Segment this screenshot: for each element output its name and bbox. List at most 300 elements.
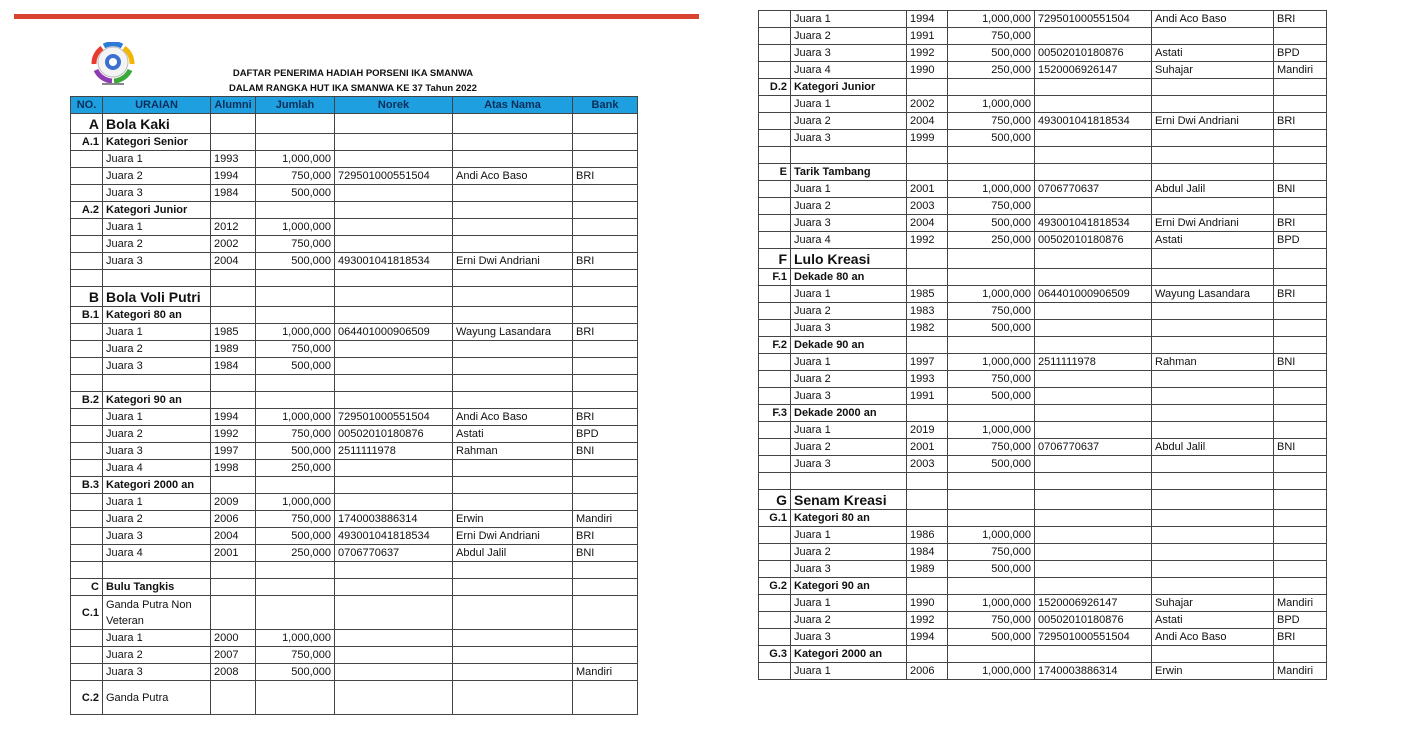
- alumni-cell: [211, 307, 256, 324]
- alumni-cell: 1994: [211, 168, 256, 185]
- alumni-cell: [907, 249, 948, 269]
- jumlah-cell: 750,000: [256, 426, 335, 443]
- bank-cell: BNI: [1274, 439, 1327, 456]
- bank-cell: BRI: [1274, 215, 1327, 232]
- uraian-cell: Juara 2: [791, 612, 907, 629]
- bank-cell: BNI: [1274, 181, 1327, 198]
- alumni-cell: 1994: [907, 629, 948, 646]
- table-row: [759, 215, 1327, 232]
- atas-nama-cell: [1152, 130, 1274, 147]
- category-row: [71, 596, 638, 630]
- atas-nama-cell: [1152, 456, 1274, 473]
- no-cell: [759, 286, 791, 303]
- bank-cell: [573, 151, 638, 168]
- atas-nama-cell: [1152, 473, 1274, 490]
- alumni-cell: 1997: [907, 354, 948, 371]
- table-row: [759, 388, 1327, 405]
- uraian-cell: [103, 270, 211, 287]
- no-cell: [71, 358, 103, 375]
- jumlah-cell: [256, 392, 335, 409]
- uraian-cell: Bola Voli Putri: [103, 287, 211, 307]
- bank-cell: [1274, 28, 1327, 45]
- table-row: [759, 96, 1327, 113]
- atas-nama-cell: [453, 647, 573, 664]
- no-cell: [759, 113, 791, 130]
- atas-nama-cell: Andi Aco Baso: [453, 168, 573, 185]
- uraian-cell: Juara 1: [791, 181, 907, 198]
- alumni-cell: [907, 578, 948, 595]
- no-cell: F: [759, 249, 791, 269]
- atas-nama-cell: Erni Dwi Andriani: [1152, 113, 1274, 130]
- jumlah-cell: [256, 202, 335, 219]
- no-cell: [759, 62, 791, 79]
- document-title: DAFTAR PENERIMA HADIAH PORSENI IKA SMANWA: [232, 68, 474, 79]
- norek-cell: [1035, 96, 1152, 113]
- uraian-cell: Juara 4: [791, 232, 907, 249]
- uraian-cell: Juara 2: [791, 28, 907, 45]
- bank-cell: [1274, 249, 1327, 269]
- category-row: [71, 477, 638, 494]
- alumni-cell: 1990: [907, 62, 948, 79]
- no-cell: F.2: [759, 337, 791, 354]
- norek-cell: 0706770637: [1035, 181, 1152, 198]
- atas-nama-cell: [453, 358, 573, 375]
- table-row: [71, 151, 638, 168]
- jumlah-cell: [948, 490, 1035, 510]
- no-cell: B.2: [71, 392, 103, 409]
- no-cell: B.3: [71, 477, 103, 494]
- norek-cell: [1035, 456, 1152, 473]
- no-cell: A.1: [71, 134, 103, 151]
- norek-cell: 0706770637: [1035, 439, 1152, 456]
- alumni-cell: 1982: [907, 320, 948, 337]
- alumni-cell: 1989: [211, 341, 256, 358]
- bank-cell: [573, 375, 638, 392]
- bank-cell: BRI: [1274, 113, 1327, 130]
- alumni-cell: [211, 392, 256, 409]
- norek-cell: [1035, 337, 1152, 354]
- uraian-cell: [791, 147, 907, 164]
- alumni-cell: 2006: [907, 663, 948, 680]
- no-cell: A: [71, 114, 103, 134]
- alumni-cell: [211, 114, 256, 134]
- jumlah-cell: 250,000: [256, 545, 335, 562]
- norek-cell: 2511111978: [335, 443, 453, 460]
- norek-cell: 729501000551504: [335, 168, 453, 185]
- atas-nama-cell: [453, 151, 573, 168]
- norek-cell: 493001041818534: [1035, 215, 1152, 232]
- atas-nama-cell: [453, 341, 573, 358]
- table-row: [71, 185, 638, 202]
- table-header-row: [71, 97, 638, 114]
- bank-cell: [573, 134, 638, 151]
- norek-cell: [1035, 147, 1152, 164]
- alumni-cell: 2000: [211, 630, 256, 647]
- norek-cell: [335, 596, 453, 630]
- category-row: [71, 134, 638, 151]
- norek-cell: 2511111978: [1035, 354, 1152, 371]
- atas-nama-cell: [1152, 320, 1274, 337]
- table-row: [759, 232, 1327, 249]
- bank-cell: [1274, 164, 1327, 181]
- atas-nama-cell: [453, 477, 573, 494]
- table-row: [71, 324, 638, 341]
- norek-cell: 493001041818534: [335, 528, 453, 545]
- table-row: [71, 443, 638, 460]
- atas-nama-cell: Abdul Jalil: [453, 545, 573, 562]
- atas-nama-cell: [1152, 510, 1274, 527]
- jumlah-cell: [256, 477, 335, 494]
- jumlah-cell: 1,000,000: [948, 354, 1035, 371]
- norek-cell: [1035, 249, 1152, 269]
- atas-nama-cell: [1152, 79, 1274, 96]
- atas-nama-cell: [453, 270, 573, 287]
- uraian-cell: Juara 1: [103, 630, 211, 647]
- bank-cell: [573, 681, 638, 715]
- atas-nama-cell: Wayung Lasandara: [453, 324, 573, 341]
- category-row: [759, 646, 1327, 663]
- category-row: [71, 287, 638, 307]
- jumlah-cell: 1,000,000: [948, 181, 1035, 198]
- jumlah-cell: 250,000: [948, 62, 1035, 79]
- table-row: [759, 629, 1327, 646]
- jumlah-cell: 500,000: [256, 443, 335, 460]
- table-row: [759, 113, 1327, 130]
- atas-nama-cell: [453, 134, 573, 151]
- uraian-cell: Juara 1: [791, 354, 907, 371]
- atas-nama-cell: [453, 114, 573, 134]
- alumni-cell: 1985: [211, 324, 256, 341]
- uraian-cell: Kategori Junior: [103, 202, 211, 219]
- alumni-cell: [907, 164, 948, 181]
- uraian-cell: Dekade 2000 an: [791, 405, 907, 422]
- no-cell: [71, 324, 103, 341]
- col-header-atas-nama: Atas Nama: [453, 97, 573, 114]
- bank-cell: [573, 287, 638, 307]
- uraian-cell: Dekade 90 an: [791, 337, 907, 354]
- no-cell: [759, 595, 791, 612]
- norek-cell: 064401000906509: [335, 324, 453, 341]
- uraian-cell: Juara 1: [791, 663, 907, 680]
- no-cell: [71, 494, 103, 511]
- norek-cell: 1520006926147: [1035, 595, 1152, 612]
- atas-nama-cell: Erni Dwi Andriani: [1152, 215, 1274, 232]
- jumlah-cell: [256, 579, 335, 596]
- alumni-cell: 1984: [907, 544, 948, 561]
- table-row: [759, 527, 1327, 544]
- uraian-cell: [103, 375, 211, 392]
- jumlah-cell: 500,000: [256, 528, 335, 545]
- alumni-cell: [907, 269, 948, 286]
- uraian-cell: Senam Kreasi: [791, 490, 907, 510]
- alumni-cell: [211, 579, 256, 596]
- right-prize-table: [758, 10, 1327, 680]
- atas-nama-cell: Rahman: [453, 443, 573, 460]
- uraian-cell: Juara 3: [103, 664, 211, 681]
- bank-cell: [573, 494, 638, 511]
- uraian-cell: Juara 3: [791, 561, 907, 578]
- no-cell: [759, 473, 791, 490]
- category-row: [759, 269, 1327, 286]
- norek-cell: 064401000906509: [1035, 286, 1152, 303]
- atas-nama-cell: [453, 307, 573, 324]
- atas-nama-cell: [1152, 646, 1274, 663]
- table-row: [71, 219, 638, 236]
- col-header-uraian: URAIAN: [103, 97, 211, 114]
- norek-cell: 1740003886314: [335, 511, 453, 528]
- jumlah-cell: 250,000: [948, 232, 1035, 249]
- jumlah-cell: [948, 578, 1035, 595]
- atas-nama-cell: [1152, 544, 1274, 561]
- no-cell: [71, 426, 103, 443]
- jumlah-cell: 1,000,000: [256, 219, 335, 236]
- table-row: [759, 303, 1327, 320]
- uraian-cell: Juara 2: [791, 439, 907, 456]
- category-row: [71, 579, 638, 596]
- jumlah-cell: 500,000: [948, 388, 1035, 405]
- no-cell: [71, 664, 103, 681]
- atas-nama-cell: [1152, 147, 1274, 164]
- uraian-cell: Juara 3: [103, 185, 211, 202]
- uraian-cell: Juara 2: [791, 113, 907, 130]
- document-subtitle: DALAM RANGKA HUT IKA SMANWA KE 37 Tahun 2022: [229, 83, 477, 94]
- no-cell: [71, 630, 103, 647]
- no-cell: [71, 647, 103, 664]
- uraian-cell: Juara 2: [103, 426, 211, 443]
- atas-nama-cell: [1152, 164, 1274, 181]
- bank-cell: [573, 596, 638, 630]
- alumni-cell: [907, 646, 948, 663]
- jumlah-cell: [948, 164, 1035, 181]
- atas-nama-cell: [453, 681, 573, 715]
- table-row: [71, 528, 638, 545]
- atas-nama-cell: [1152, 249, 1274, 269]
- alumni-cell: 2004: [907, 215, 948, 232]
- alumni-cell: [211, 375, 256, 392]
- blank-row: [759, 473, 1327, 490]
- category-row: [71, 114, 638, 134]
- bank-cell: [1274, 473, 1327, 490]
- norek-cell: [335, 202, 453, 219]
- no-cell: [759, 215, 791, 232]
- norek-cell: 00502010180876: [1035, 612, 1152, 629]
- no-cell: F.3: [759, 405, 791, 422]
- norek-cell: [335, 307, 453, 324]
- blank-row: [71, 375, 638, 392]
- atas-nama-cell: [1152, 198, 1274, 215]
- bank-cell: BRI: [1274, 286, 1327, 303]
- jumlah-cell: 1,000,000: [256, 494, 335, 511]
- jumlah-cell: 1,000,000: [948, 286, 1035, 303]
- atas-nama-cell: [453, 236, 573, 253]
- atas-nama-cell: Andi Aco Baso: [1152, 629, 1274, 646]
- jumlah-cell: 500,000: [948, 130, 1035, 147]
- jumlah-cell: 1,000,000: [948, 422, 1035, 439]
- alumni-cell: [211, 596, 256, 630]
- jumlah-cell: [948, 473, 1035, 490]
- atas-nama-cell: Suhajar: [1152, 62, 1274, 79]
- bank-cell: Mandiri: [1274, 62, 1327, 79]
- uraian-cell: Kategori 90 an: [791, 578, 907, 595]
- jumlah-cell: [256, 562, 335, 579]
- norek-cell: [1035, 269, 1152, 286]
- alumni-cell: [211, 287, 256, 307]
- bank-cell: [1274, 510, 1327, 527]
- blank-row: [71, 270, 638, 287]
- no-cell: [71, 562, 103, 579]
- uraian-cell: Juara 1: [103, 409, 211, 426]
- uraian-cell: Juara 1: [791, 595, 907, 612]
- no-cell: F.1: [759, 269, 791, 286]
- jumlah-cell: 1,000,000: [256, 630, 335, 647]
- no-cell: [71, 341, 103, 358]
- no-cell: [759, 320, 791, 337]
- no-cell: G.1: [759, 510, 791, 527]
- blank-row: [71, 562, 638, 579]
- jumlah-cell: 500,000: [948, 629, 1035, 646]
- table-row: [759, 422, 1327, 439]
- bank-cell: BPD: [1274, 45, 1327, 62]
- jumlah-cell: 500,000: [948, 320, 1035, 337]
- jumlah-cell: 500,000: [948, 215, 1035, 232]
- no-cell: [759, 527, 791, 544]
- atas-nama-cell: [453, 202, 573, 219]
- norek-cell: [335, 392, 453, 409]
- alumni-cell: 2001: [211, 545, 256, 562]
- atas-nama-cell: [453, 460, 573, 477]
- alumni-cell: 1994: [211, 409, 256, 426]
- bank-cell: [1274, 561, 1327, 578]
- alumni-cell: 2012: [211, 219, 256, 236]
- norek-cell: [335, 477, 453, 494]
- uraian-cell: Juara 4: [103, 460, 211, 477]
- alumni-cell: [907, 510, 948, 527]
- bank-cell: [573, 647, 638, 664]
- top-accent-bar: [14, 14, 699, 19]
- bank-cell: Mandiri: [573, 511, 638, 528]
- norek-cell: [335, 287, 453, 307]
- jumlah-cell: 750,000: [256, 341, 335, 358]
- no-cell: E: [759, 164, 791, 181]
- no-cell: [71, 253, 103, 270]
- uraian-cell: Juara 4: [791, 62, 907, 79]
- jumlah-cell: [256, 287, 335, 307]
- alumni-cell: 1983: [907, 303, 948, 320]
- norek-cell: [335, 630, 453, 647]
- alumni-cell: 1999: [907, 130, 948, 147]
- category-row: [759, 164, 1327, 181]
- bank-cell: [1274, 96, 1327, 113]
- table-row: [759, 371, 1327, 388]
- alumni-cell: 2001: [907, 439, 948, 456]
- category-row: [759, 79, 1327, 96]
- atas-nama-cell: [1152, 96, 1274, 113]
- uraian-cell: Kategori Senior: [103, 134, 211, 151]
- bank-cell: [573, 270, 638, 287]
- uraian-cell: Juara 1: [791, 96, 907, 113]
- atas-nama-cell: [1152, 371, 1274, 388]
- no-cell: [759, 561, 791, 578]
- table-row: [759, 198, 1327, 215]
- uraian-cell: Juara 3: [791, 130, 907, 147]
- no-cell: C: [71, 579, 103, 596]
- category-row: [759, 578, 1327, 595]
- atas-nama-cell: Astati: [1152, 45, 1274, 62]
- table-row: [71, 647, 638, 664]
- category-row: [71, 307, 638, 324]
- no-cell: [71, 219, 103, 236]
- atas-nama-cell: [1152, 269, 1274, 286]
- no-cell: [71, 151, 103, 168]
- norek-cell: 493001041818534: [335, 253, 453, 270]
- no-cell: [71, 236, 103, 253]
- table-row: [71, 494, 638, 511]
- uraian-cell: Juara 3: [791, 215, 907, 232]
- atas-nama-cell: Wayung Lasandara: [1152, 286, 1274, 303]
- blank-row: [759, 147, 1327, 164]
- atas-nama-cell: [453, 375, 573, 392]
- table-row: [71, 460, 638, 477]
- jumlah-cell: 750,000: [256, 647, 335, 664]
- norek-cell: [1035, 527, 1152, 544]
- uraian-cell: Dekade 80 an: [791, 269, 907, 286]
- bank-cell: [573, 236, 638, 253]
- atas-nama-cell: Suhajar: [1152, 595, 1274, 612]
- jumlah-cell: 750,000: [256, 511, 335, 528]
- atas-nama-cell: Astati: [1152, 232, 1274, 249]
- jumlah-cell: 1,000,000: [948, 96, 1035, 113]
- alumni-cell: 2019: [907, 422, 948, 439]
- jumlah-cell: [256, 375, 335, 392]
- table-row: [759, 544, 1327, 561]
- uraian-cell: Juara 3: [791, 45, 907, 62]
- table-row: [71, 236, 638, 253]
- ika-smanwa-logo-icon: [84, 42, 142, 88]
- col-header-norek: Norek: [335, 97, 453, 114]
- table-row: [759, 456, 1327, 473]
- jumlah-cell: 500,000: [256, 358, 335, 375]
- category-row: [759, 490, 1327, 510]
- jumlah-cell: [256, 307, 335, 324]
- atas-nama-cell: Erwin: [1152, 663, 1274, 680]
- jumlah-cell: [256, 596, 335, 630]
- jumlah-cell: 750,000: [948, 612, 1035, 629]
- jumlah-cell: [948, 646, 1035, 663]
- bank-cell: [1274, 147, 1327, 164]
- jumlah-cell: 500,000: [256, 664, 335, 681]
- uraian-cell: Juara 2: [103, 341, 211, 358]
- bank-cell: BRI: [1274, 629, 1327, 646]
- bank-cell: [1274, 456, 1327, 473]
- no-cell: [759, 456, 791, 473]
- jumlah-cell: [256, 681, 335, 715]
- uraian-cell: Kategori 80 an: [791, 510, 907, 527]
- atas-nama-cell: [1152, 561, 1274, 578]
- no-cell: [759, 354, 791, 371]
- table-row: [759, 11, 1327, 28]
- norek-cell: 00502010180876: [335, 426, 453, 443]
- bank-cell: BPD: [1274, 232, 1327, 249]
- atas-nama-cell: Erni Dwi Andriani: [453, 253, 573, 270]
- bank-cell: Mandiri: [1274, 595, 1327, 612]
- norek-cell: 729501000551504: [1035, 11, 1152, 28]
- alumni-cell: 1984: [211, 185, 256, 202]
- alumni-cell: [907, 490, 948, 510]
- table-row: [759, 28, 1327, 45]
- alumni-cell: 1998: [211, 460, 256, 477]
- bank-cell: BRI: [1274, 11, 1327, 28]
- alumni-cell: 1986: [907, 527, 948, 544]
